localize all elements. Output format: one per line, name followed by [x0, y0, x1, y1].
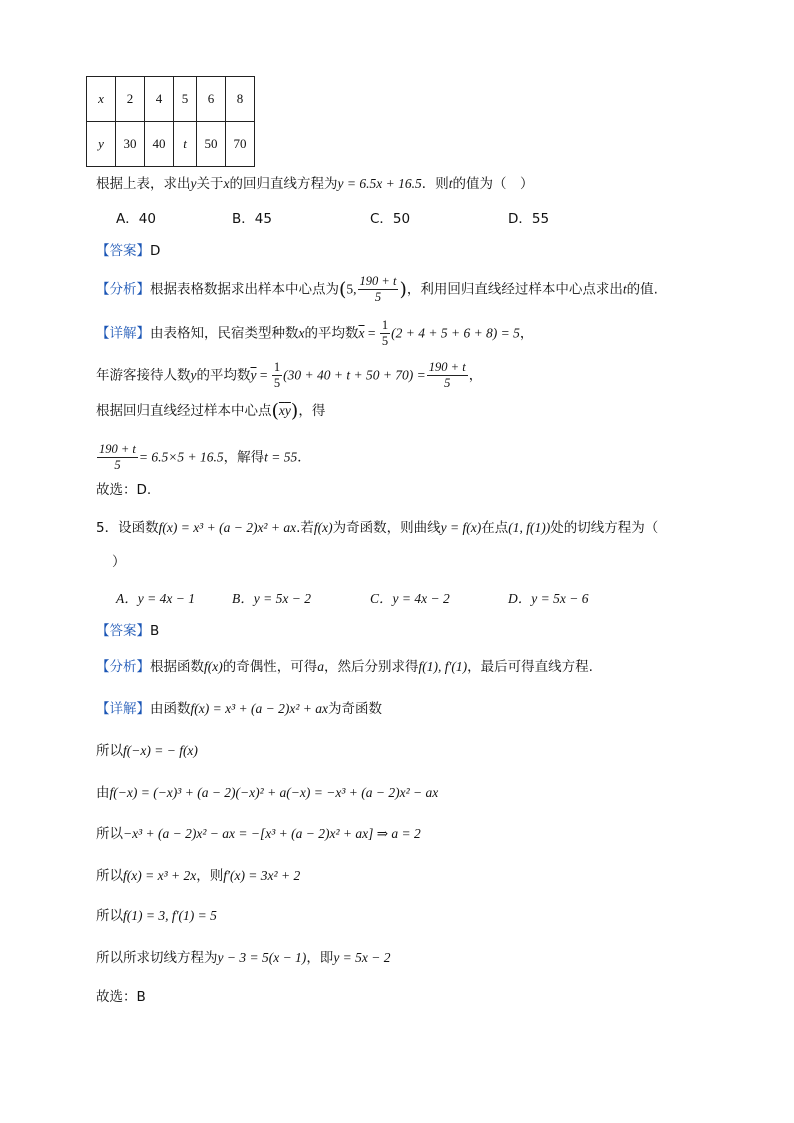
table-row-x: [87, 77, 255, 122]
q5-stem-close: ）: [112, 554, 126, 570]
table-row-y: [87, 122, 255, 167]
option-c: C．50: [370, 211, 411, 227]
data-table: [86, 76, 255, 167]
q5-analysis: 【分析】根据函数f(x)的奇偶性，可得a，然后分别求得f(1), f′(1)，最后可得直线方程.: [96, 659, 593, 675]
table-header-y: y: [87, 122, 116, 167]
option-a: A．y = 4x − 1: [116, 591, 195, 606]
table-cell: t: [174, 122, 197, 167]
table-cell: 30: [116, 122, 145, 167]
detail-tag: 【详解】: [96, 701, 150, 717]
fraction: $\frac{1}{5}$: [273, 360, 281, 390]
q5-detail-4: 所以−x³ + (a − 2)x² − ax = −[x³ + (a − 2)x² + ax] ⇒ a = 2: [96, 826, 421, 842]
q4-detail-2: 年游客接待人数y的平均数$\overline{y}$ = $\frac{1}{5}$ (30 + 40 + t + 50 + 70) = $\frac{190 + t}{5}$ ，: [96, 360, 483, 390]
option-b: B．y = 5x − 2: [232, 591, 311, 606]
q4-conclusion: 故选：D.: [96, 482, 152, 498]
table-cell: 5: [174, 77, 197, 122]
table-cell: 2: [116, 77, 145, 122]
q5-detail-2: 所以f(−x) = − f(x): [96, 743, 198, 759]
answer-tag: 【答案】: [96, 623, 150, 639]
table-cell: 8: [226, 77, 255, 122]
q5-detail-6: 所以f(1) = 3, f′(1) = 5: [96, 908, 217, 924]
q4-detail-1: 【详解】由表格知，民宿类型种数x的平均数$\overline{x}$ = $\frac{1}{5}$ (2 + 4 + 5 + 6 + 8) = 5，: [96, 318, 534, 348]
option-c: C．y = 4x − 2: [370, 591, 450, 606]
table-cell: 40: [145, 122, 174, 167]
table-header-x: x: [87, 77, 116, 122]
option-d: D．55: [508, 211, 550, 227]
q5-conclusion: 故选：B: [96, 989, 146, 1005]
table-cell: 70: [226, 122, 255, 167]
detail-tag: 【详解】: [96, 325, 150, 342]
q5-stem: 5．设函数f(x) = x³ + (a − 2)x² + ax.若f(x)为奇函数，则曲线y = f(x)在点(1, f(1))处的切线方程为（: [96, 520, 659, 536]
analysis-tag: 【分析】: [96, 281, 150, 298]
q4-stem: 根据上表，求出y关于x的回归直线方程为y = 6.5x + 16.5．则t的值为（ ）: [96, 176, 534, 192]
fraction: $\frac{190 + t}{5}$: [99, 442, 136, 472]
fraction: $\frac{190 + t}{5}$: [359, 274, 397, 304]
q4-detail-4: $\frac{190 + t}{5}$ = 6.5×5 + 16.5，解得t = 55．: [99, 442, 311, 472]
table-cell: 4: [145, 77, 174, 122]
q5-answer: 【答案】B: [96, 623, 160, 639]
analysis-tag: 【分析】: [96, 659, 150, 675]
option-b: B．45: [232, 211, 272, 227]
q4-detail-3: 根据回归直线经过样本中心点$(\overline{x}\overline{y})$，得: [96, 400, 326, 422]
q4-analysis: 【分析】根据表格数据求出样本中心点为(5, $\frac{190 + t}{5}$ )，利用回归直线经过样本中心点求出t的值.: [96, 274, 658, 304]
table-cell: 6: [197, 77, 226, 122]
q5-detail-1: 【详解】由函数f(x) = x³ + (a − 2)x² + ax为奇函数: [96, 701, 382, 717]
option-a: A．40: [116, 211, 156, 227]
table-cell: 50: [197, 122, 226, 167]
q4-answer: 【答案】D: [96, 243, 161, 259]
fraction: $\frac{1}{5}$: [381, 318, 389, 348]
q5-detail-5: 所以f(x) = x³ + 2x，则f′(x) = 3x² + 2: [96, 868, 301, 884]
fraction: $\frac{190 + t}{5}$: [428, 360, 466, 390]
q5-detail-3: 由f(−x) = (−x)³ + (a − 2)(−x)² + a(−x) = −x³ + (a − 2)x² − ax: [96, 785, 439, 801]
answer-tag: 【答案】: [96, 243, 150, 259]
option-d: D．y = 5x − 6: [508, 591, 589, 606]
q5-detail-7: 所以所求切线方程为y − 3 = 5(x − 1)，即y = 5x − 2: [96, 950, 391, 966]
